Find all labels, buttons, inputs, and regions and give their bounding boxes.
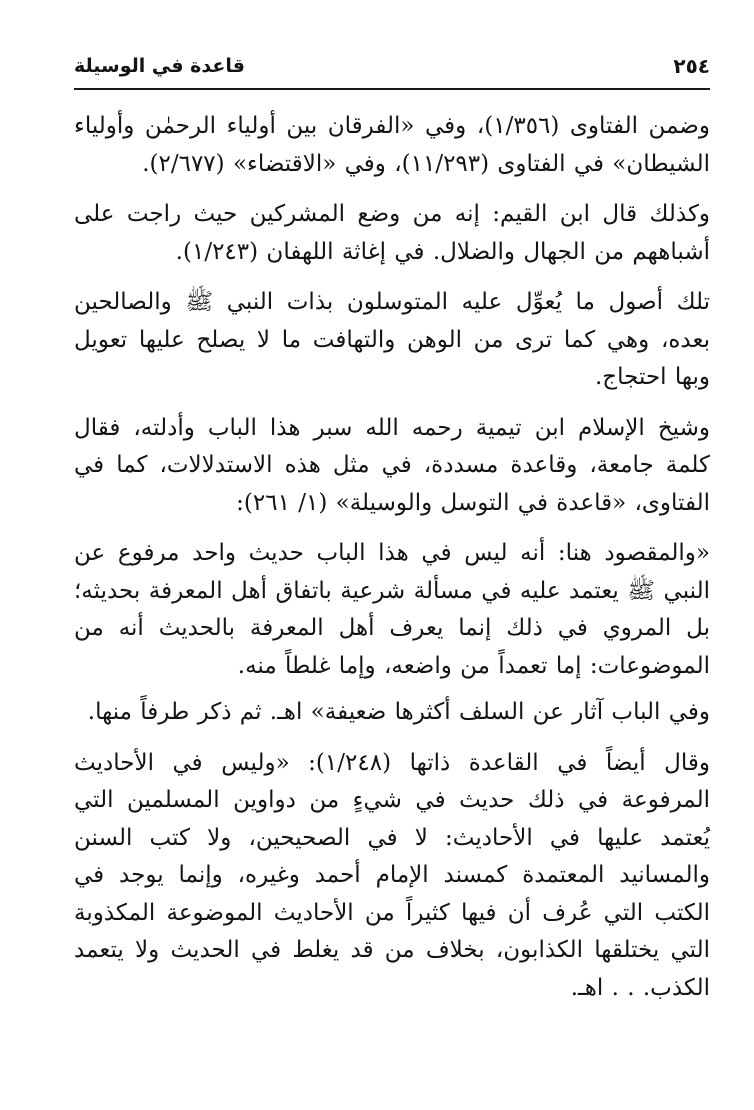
paragraph-quote-maqsud: «والمقصود هنا: أنه ليس في هذا الباب حديث واحد مرفوع عن النبي ﷺ يعتمد عليه في مسألة شرعية باتفاق أهل المعرفة بحديثه؛ بل المروي في ذلك إنما يعرف أهل المعرفة بالحديث أنه من الموضوعات: إما تعمداً من واضعه، وإما غلطاً منه.: [74, 540, 710, 679]
paragraph-athar: وفي الباب آثار عن السلف أكثرها ضعيفة» اهـ. ثم ذكر طرفاً منها.: [87, 699, 710, 725]
paragraph-ibn-taymiyyah: وشيخ الإسلام ابن تيمية رحمه الله سبر هذا الباب وأدلته، فقال كلمة جامعة، وقاعدة مسددة، في مثل هذه الاستدلالات، كما في الفتاوى، «قاعدة في التوسل والوسيلة» (١/ ٢٦١):: [74, 414, 710, 516]
paragraph-quote-qaidah: وقال أيضاً في القاعدة ذاتها (١/٢٤٨): «وليس في الأحاديث المرفوعة في ذلك حديث في شيءٍ من دواوين المسلمين التي يُعتمد عليها في الأحاديث: لا في الصحيحين، ولا كتب السنن والمسانيد المعتمدة كمسند الإمام أحمد وغيره، وإنما يوجد في الكتب التي عُرف أن فيها كثيراً من الأحاديث الموضوعة المكذوبة التي يختلقها الكذابون، بخلاف من قد يغلط في الحديث ولا يتعمد الكذب. . . اهـ.: [74, 749, 710, 1001]
paragraph-fatawa-references: وضمن الفتاوى (١/٣٥٦)، وفي «الفرقان بين أولياء الرحمٰن وأولياء الشيطان» في الفتاوى (١١/٢٩٣)، وفي «الاقتضاء» (٢/٦٧٧).: [74, 113, 710, 177]
page-header: [74, 44, 710, 90]
book-page: [74, 44, 710, 1084]
paragraph-usul: تلك أصول ما يُعوِّل عليه المتوسلون بذات النبي ﷺ والصالحين بعده، وهي كما ترى من الوهن والتهافت ما لا يصلح عليها تعويل وبها احتجاج.: [74, 289, 711, 390]
page-number: ٢٥٤: [673, 54, 710, 78]
page-body: [74, 108, 710, 1007]
paragraph-ibn-al-qayyim: وكذلك قال ابن القيم: إنه من وضع المشركين حيث راجت على أشباههم من الجهال والضلال. في إغاثة اللهفان (١/٢٤٣).: [74, 201, 710, 265]
running-title: قاعدة في الوسيلة: [74, 55, 245, 77]
